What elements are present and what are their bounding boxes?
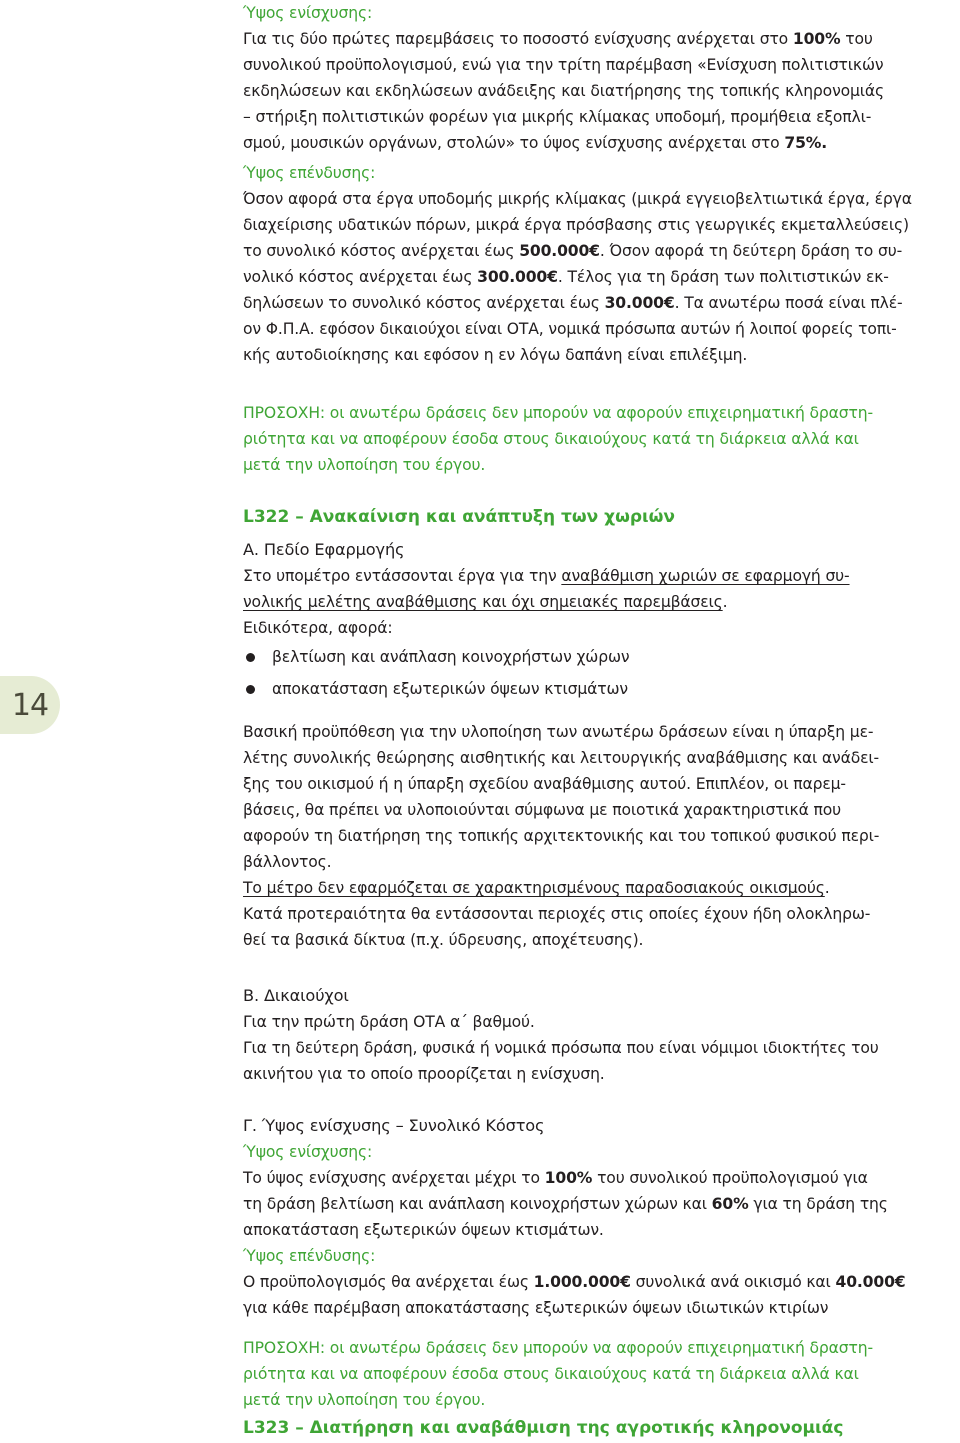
support-amount-block (243, 0, 958, 156)
section-l322-title: L322 – Ανακαίνιση και ανάπτυξη των χωριών (243, 507, 676, 527)
text-line: βάλλοντος. (243, 853, 332, 871)
text-line: βάσεις, θα πρέπει να υλοποιούνται σύμφωνα με ποιοτικά χαρακτηριστικά που (243, 801, 842, 819)
text-line: νολικής μελέτης αναβάθμισης και όχι σημειακές παρεμβάσεις. (243, 593, 728, 611)
text-line: λέτης συνολικής θεώρησης αισθητικής και λειτουργικής αναβάθμισης και ανάδει- (243, 749, 880, 767)
text-line: Το μέτρο δεν εφαρμόζεται σε χαρακτηρισμένους παραδοσιακούς οικισμούς. (243, 879, 830, 897)
notice-block (243, 400, 958, 478)
notice-line: ΠΡΟΣΟΧΗ: οι ανωτέρω δράσεις δεν μπορούν να αφορούν επιχειρηματική δραστη- (243, 404, 873, 422)
text-line: αφορούν τη διατήρηση της τοπικής αρχιτεκτονικής και του τοπικού φυσικού περι- (243, 827, 880, 845)
text-line: αποκατάσταση εξωτερικών όψεων κτισμάτων. (243, 1221, 604, 1239)
text-line: νολικό κόστος ανέρχεται έως 300.000€. Τέλος για τη δράση των πολιτιστικών εκ- (243, 268, 889, 286)
section-c (243, 1113, 958, 1321)
text-line: κής αυτοδιοίκησης και εφόσον η εν λόγω δαπάνη είναι επιλέξιμη. (243, 346, 748, 364)
notice-block (243, 1335, 958, 1413)
text-line: Βασική προϋπόθεση για την υλοποίηση των ανωτέρω δράσεων είναι η ύπαρξη με- (243, 723, 874, 741)
text-line: Ο προϋπολογισμός θα ανέρχεται έως 1.000.000€ συνολικά ανά οικισμό και 40.000€ (243, 1273, 906, 1291)
text-line: δηλώσεων το συνολικό κόστος ανέρχεται έως 30.000€. Τα ανωτέρω ποσά είναι πλέ- (243, 294, 903, 312)
text-line: Στο υπομέτρο εντάσσονται έργα για την αναβάθμιση χωριών σε εφαρμογή συ- (243, 567, 850, 585)
section-b-heading: Β. Δικαιούχοι (243, 986, 349, 1005)
text-line: ξης του οικισμού ή η ύπαρξη σχεδίου αναβάθμισης αυτού. Επιπλέον, οι παρεμ- (243, 775, 846, 793)
text-line: εκδηλώσεων και εκδηλώσεων ανάδειξης και διατήρησης της τοπικής κληρονομιάς (243, 82, 885, 100)
support-amount-label: Ύψος ενίσχυσης: (243, 1143, 373, 1161)
support-amount-label: Ύψος ενίσχυσης: (243, 4, 373, 22)
text-line: Ειδικότερα, αφορά: (243, 619, 393, 637)
text-line: Για τη δεύτερη δράση, φυσικά ή νομικά πρόσωπα που είναι νόμιμοι ιδιοκτήτες του (243, 1039, 879, 1057)
text-line: για κάθε παρέμβαση αποκατάστασης εξωτερικών όψεων ιδιωτικών κτιρίων (243, 1299, 829, 1317)
section-l323-title: L323 – Διατήρηση και αναβάθμιση της αγροτικής κληρονομιάς (243, 1418, 844, 1438)
section-a-paragraph (243, 719, 958, 953)
text-line: ον Φ.Π.Α. εφόσον δικαιούχοι είναι ΟΤΑ, νομικά πρόσωπα αυτών ή λοιποί φορείς τοπι- (243, 320, 897, 338)
investment-amount-block (243, 160, 958, 368)
text-line: – στήριξη πολιτιστικών φορέων για μικρής κλίμακας υποδομή, προμήθεια εξοπλι- (243, 108, 872, 126)
notice-line: ριότητα και να αποφέρουν έσοδα στους δικαιούχους κατά τη διάρκεια αλλά και (243, 1365, 859, 1383)
text-line: συνολικού προϋπολογισμού, ενώ για την τρίτη παρέμβαση «Ενίσχυση πολιτιστικών (243, 56, 884, 74)
text-line: θεί τα βασικά δίκτυα (π.χ. ύδρευσης, αποχέτευσης). (243, 931, 644, 949)
text-line: το συνολικό κόστος ανέρχεται έως 500.000€. Όσον αφορά τη δεύτερη δράση το συ- (243, 242, 903, 260)
text-line: Για την πρώτη δράση ΟΤΑ α΄ βαθμού. (243, 1013, 535, 1031)
list-item: βελτίωση και ανάπλαση κοινοχρήστων χώρων (243, 644, 958, 670)
list-item: αποκατάσταση εξωτερικών όψεων κτισμάτων (243, 676, 958, 702)
bullet-icon (246, 653, 255, 662)
text-line: Όσον αφορά στα έργα υποδομής μικρής κλίμακας (μικρά εγγειοβελτιωτικά έργα, έργα (243, 190, 912, 208)
text-line: Για τις δύο πρώτες παρεμβάσεις το ποσοστό ενίσχυσης ανέρχεται στο 100% του (243, 30, 873, 48)
text-line: τη δράση βελτίωση και ανάπλαση κοινοχρήστων χώρων και 60% για τη δράση της (243, 1195, 888, 1213)
section-c-heading: Γ. Ύψος ενίσχυσης – Συνολικό Κόστος (243, 1116, 545, 1135)
text-line: Κατά προτεραιότητα θα εντάσσονται περιοχές στις οποίες έχουν ήδη ολοκληρω- (243, 905, 871, 923)
notice-line: ριότητα και να αποφέρουν έσοδα στους δικαιούχους κατά τη διάρκεια αλλά και (243, 430, 859, 448)
page-number: 14 (0, 676, 60, 734)
investment-amount-label: Ύψος επένδυσης: (243, 164, 376, 182)
section-b (243, 983, 958, 1087)
text-line: διαχείρισης υδατικών πόρων, μικρά έργα πρόσβασης στις γεωργικές εκμεταλλεύσεις) (243, 216, 909, 234)
notice-line: μετά την υλοποίηση του έργου. (243, 1391, 486, 1409)
bullet-icon (246, 685, 255, 694)
text-line: Το ύψος ενίσχυσης ανέρχεται μέχρι το 100% του συνολικού προϋπολογισμού για (243, 1169, 868, 1187)
text-line: σμού, μουσικών οργάνων, στολών» το ύψος ενίσχυσης ανέρχεται στο 75%. (243, 134, 828, 152)
notice-line: ΠΡΟΣΟΧΗ: οι ανωτέρω δράσεις δεν μπορούν να αφορούν επιχειρηματική δραστη- (243, 1339, 873, 1357)
notice-line: μετά την υλοποίηση του έργου. (243, 456, 486, 474)
section-a (243, 537, 958, 702)
section-a-heading: Α. Πεδίο Εφαρμογής (243, 540, 405, 559)
text-line: ακινήτου για το οποίο προορίζεται η ενίσχυση. (243, 1065, 605, 1083)
investment-amount-label: Ύψος επένδυσης: (243, 1247, 376, 1265)
